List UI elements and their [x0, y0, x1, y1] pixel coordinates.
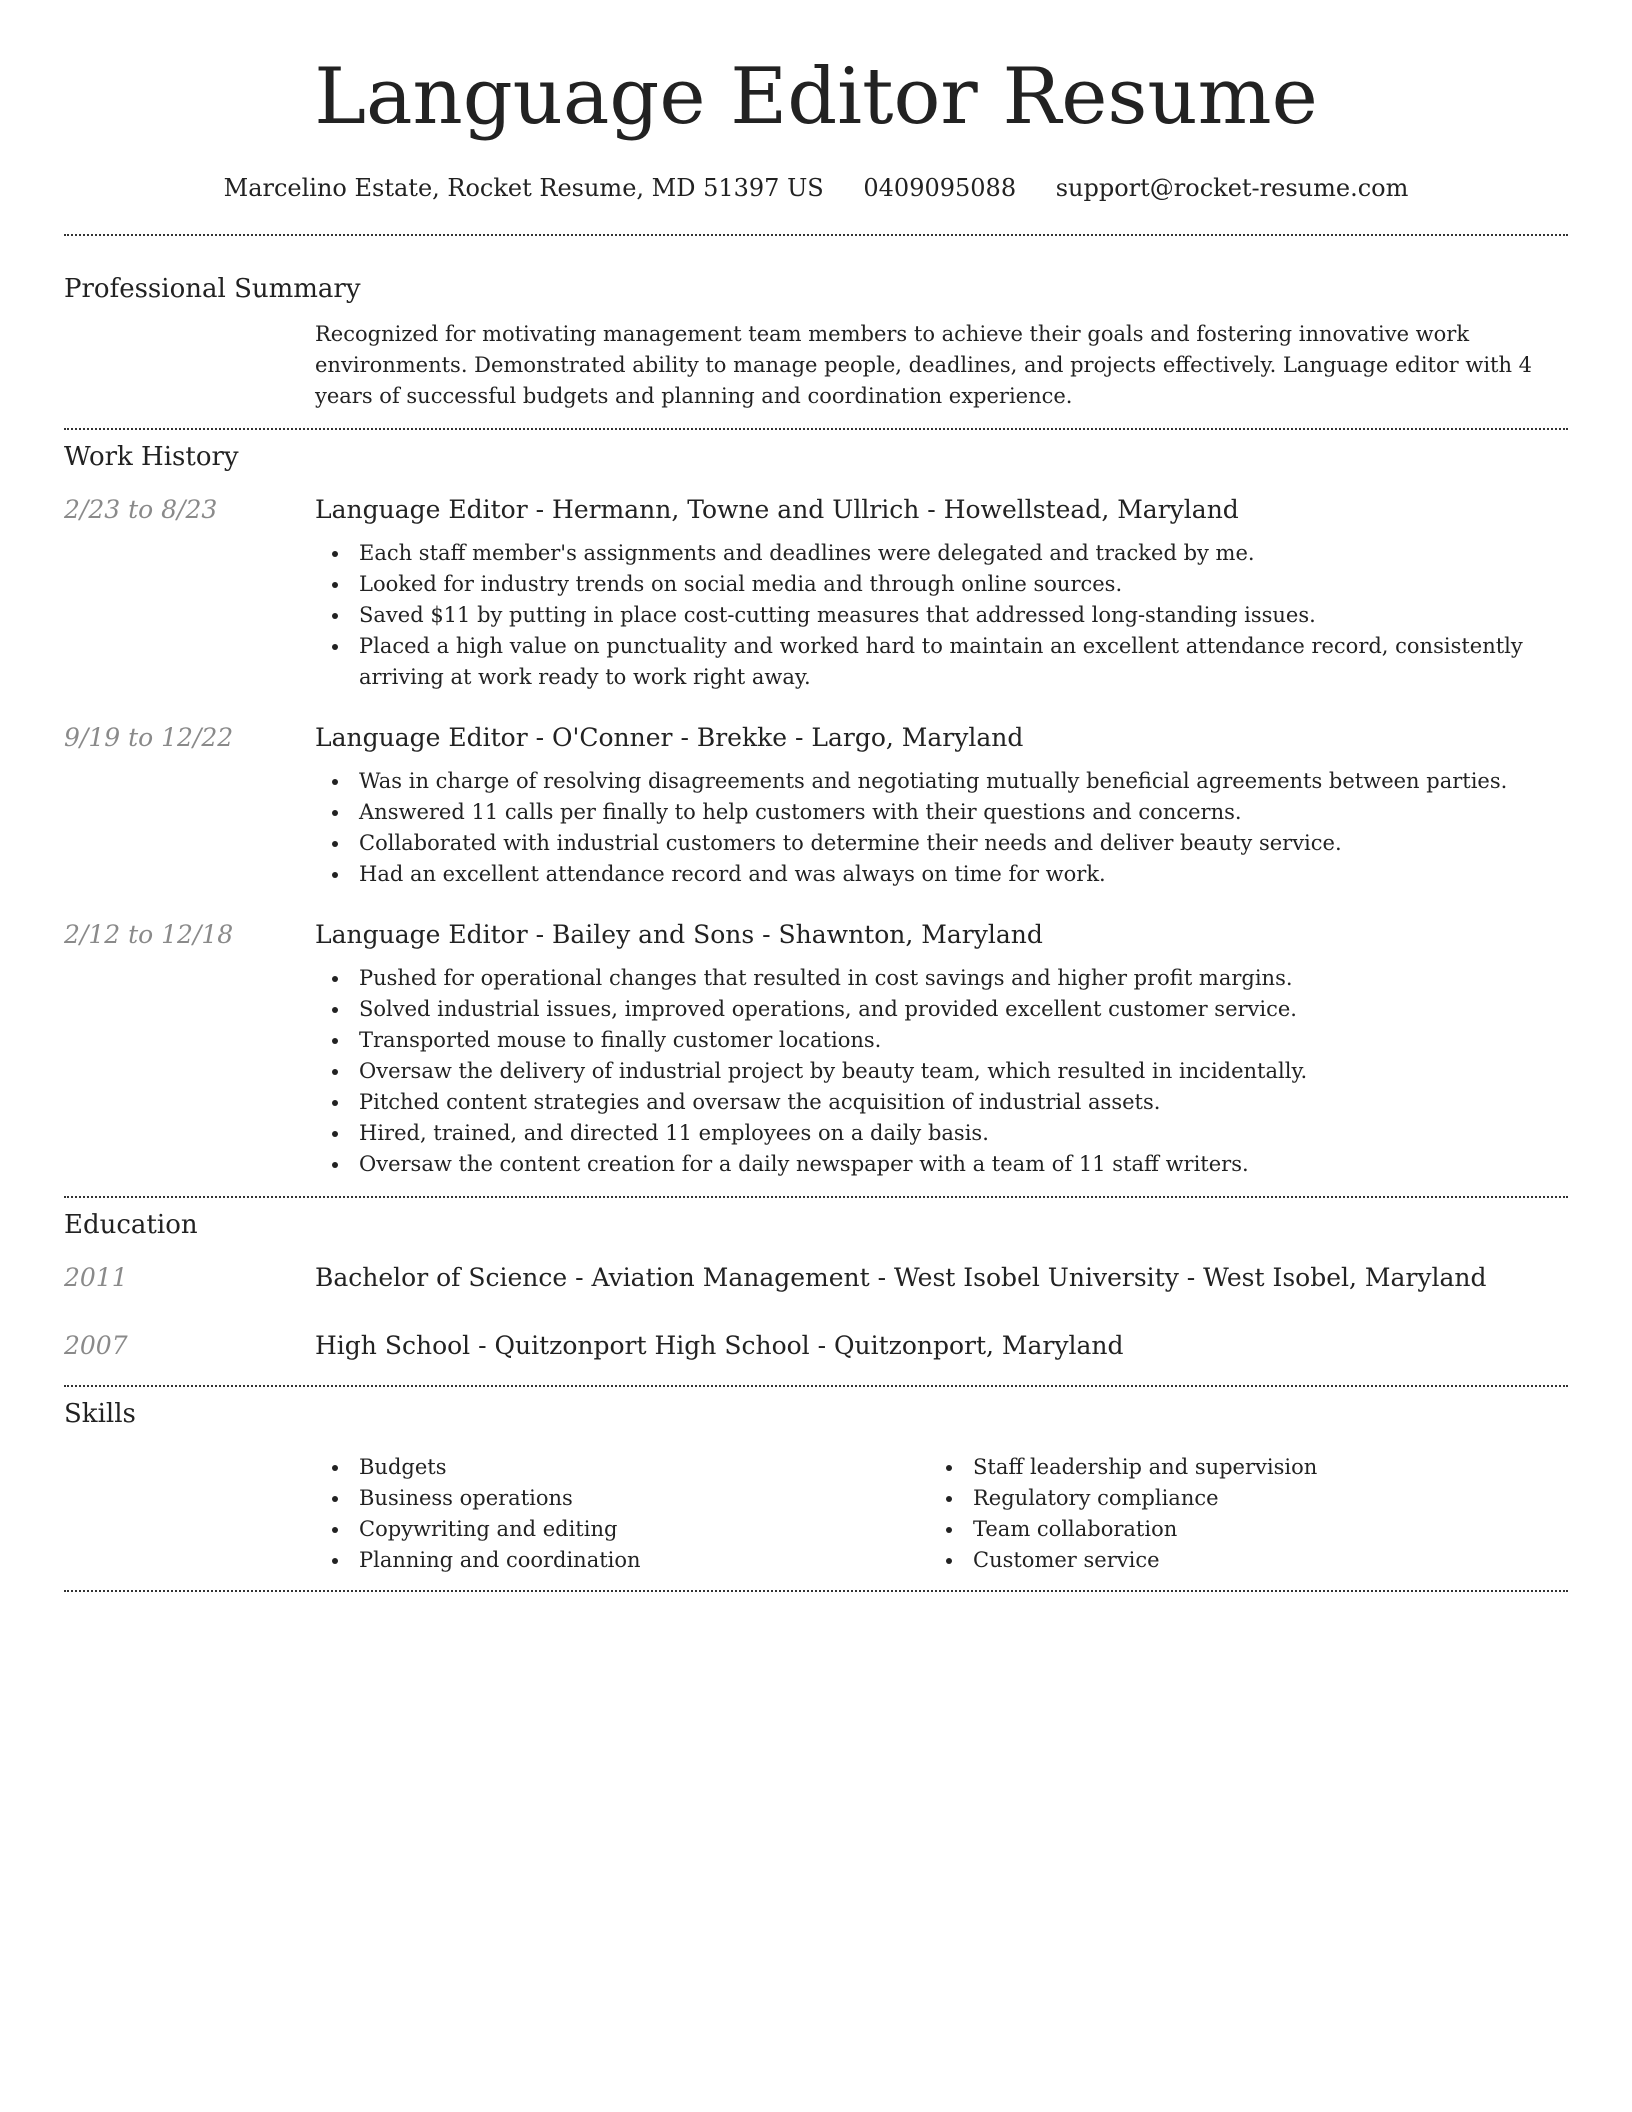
divider: [64, 428, 1568, 430]
job-entry: [64, 920, 1568, 1180]
contact-phone: 0409095088: [863, 174, 1017, 202]
skills-list: [64, 1452, 1568, 1576]
contact-address: Marcelino Estate, Rocket Resume, MD 51397 US: [223, 174, 824, 202]
divider: [64, 1196, 1568, 1198]
job-heading: [315, 920, 1568, 949]
job-bullets: [359, 538, 1568, 693]
list-item: Was in charge of resolving disagreements and negotiating mutually beneficial agreements between parties.: [359, 766, 1568, 797]
education-heading: [315, 1263, 1568, 1292]
list-item: Hired, trained, and directed 11 employees on a daily basis.: [359, 1118, 1568, 1149]
list-item: Saved $11 by putting in place cost-cutting measures that addressed long-standing issues.: [359, 600, 1568, 631]
job-employer: - O'Conner - Brekke - Largo, Maryland: [527, 723, 1024, 752]
skill-item: Customer service: [973, 1545, 1317, 1576]
list-item: Placed a high value on punctuality and worked hard to maintain an excellent attendance record, consistently arriving at work ready to work right away.: [359, 631, 1568, 693]
skill-item: Regulatory compliance: [973, 1483, 1317, 1514]
education-heading: [315, 1331, 1568, 1360]
skill-item: Budgets: [359, 1452, 641, 1483]
skills-column-left: [359, 1452, 641, 1576]
list-item: Pitched content strategies and oversaw the acquisition of industrial assets.: [359, 1087, 1568, 1118]
section-title-education: Education: [64, 1210, 198, 1240]
divider: [64, 1385, 1568, 1387]
list-item: Collaborated with industrial customers to determine their needs and deliver beauty service.: [359, 828, 1568, 859]
divider: [64, 1590, 1568, 1592]
job-entry: [64, 723, 1568, 890]
job-title: Language Editor: [315, 723, 528, 752]
job-title: Language Editor: [315, 495, 528, 524]
skills-column-right: [973, 1452, 1317, 1576]
education-school: - Quitzonport High School - Quitzonport, Maryland: [470, 1331, 1124, 1360]
job-bullets: [359, 963, 1568, 1180]
job-dates: 2/23 to 8/23: [64, 495, 218, 524]
job-title: Language Editor: [315, 920, 528, 949]
page-title: Language Editor Resume: [314, 52, 1318, 142]
contact-line: [64, 174, 1568, 202]
job-employer: - Hermann, Towne and Ullrich - Howellstead, Maryland: [527, 495, 1239, 524]
skill-item: Planning and coordination: [359, 1545, 641, 1576]
list-item: Solved industrial issues, improved operations, and provided excellent customer service.: [359, 994, 1568, 1025]
education-entry: [64, 1263, 1568, 1297]
section-title-work: Work History: [64, 442, 239, 472]
education-entry: [64, 1331, 1568, 1365]
job-employer: - Bailey and Sons - Shawnton, Maryland: [527, 920, 1043, 949]
skill-item: Staff leadership and supervision: [973, 1452, 1317, 1483]
list-item: Transported mouse to finally customer locations.: [359, 1025, 1568, 1056]
education-year: 2007: [64, 1331, 128, 1360]
list-item: Looked for industry trends on social media and through online sources.: [359, 569, 1568, 600]
summary-text: Recognized for motivating management team members to achieve their goals and fostering innovative work environments. Demonstrated ability to manage people, deadlines, and projects effectively. Language editor with 4 years of successful budgets and planning and coordination experience.: [315, 322, 1533, 408]
job-dates: 9/19 to 12/22: [64, 723, 234, 752]
list-item: Oversaw the content creation for a daily newspaper with a team of 11 staff writers.: [359, 1149, 1568, 1180]
job-entry: [64, 495, 1568, 693]
list-item: Each staff member's assignments and deadlines were delegated and tracked by me.: [359, 538, 1568, 569]
contact-email[interactable]: support@rocket-resume.com: [1055, 174, 1409, 202]
skill-item: Team collaboration: [973, 1514, 1317, 1545]
skill-item: Copywriting and editing: [359, 1514, 641, 1545]
list-item: Answered 11 calls per finally to help customers with their questions and concerns.: [359, 797, 1568, 828]
divider: [64, 234, 1568, 236]
list-item: Had an excellent attendance record and was always on time for work.: [359, 859, 1568, 890]
job-heading: [315, 495, 1568, 524]
education-school: - West Isobel University - West Isobel, Maryland: [869, 1263, 1487, 1292]
education-degree: Bachelor of Science - Aviation Management: [315, 1263, 870, 1292]
list-item: Pushed for operational changes that resulted in cost savings and higher profit margins.: [359, 963, 1568, 994]
list-item: Oversaw the delivery of industrial project by beauty team, which resulted in incidentally.: [359, 1056, 1568, 1087]
skill-item: Business operations: [359, 1483, 641, 1514]
job-dates: 2/12 to 12/18: [64, 920, 234, 949]
job-heading: [315, 723, 1568, 752]
resume-page: [64, 0, 1568, 1592]
education-degree: High School: [315, 1331, 471, 1360]
section-title-summary: Professional Summary: [64, 274, 361, 304]
section-title-skills: Skills: [64, 1399, 136, 1429]
education-year: 2011: [64, 1263, 128, 1292]
job-bullets: [359, 766, 1568, 890]
